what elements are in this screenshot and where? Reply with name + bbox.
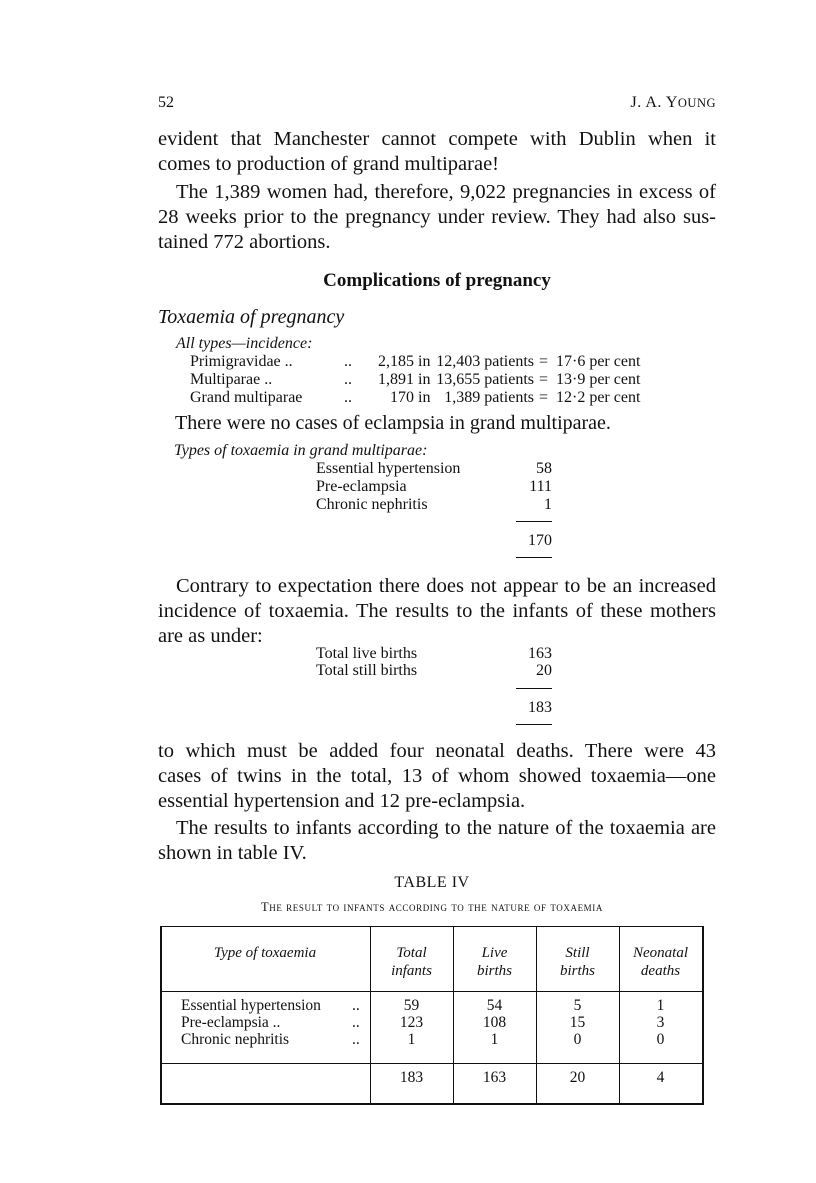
live-births-sum: 163 (482, 1069, 507, 1086)
text-line: Contrary to expectation there does not appear to be an increased (176, 575, 716, 597)
header-line: infants (391, 963, 432, 979)
row-type: Chronic nephritis (181, 1031, 290, 1048)
incidence-count: 1,891 (378, 371, 414, 388)
incidence-in: in (418, 389, 431, 406)
text-line: 28 weeks prior to the pregnancy under review. They had also sus- (158, 206, 716, 228)
header-line: births (476, 963, 512, 979)
incidence-patients: 1,389 patients (444, 389, 534, 406)
cell-still: 0 (573, 1031, 582, 1048)
types-name: Pre-eclampsia (316, 478, 407, 495)
types-name: Chronic nephritis (316, 496, 428, 513)
section-heading: Complications of pregnancy (323, 270, 551, 291)
incidence-in: in (418, 353, 431, 370)
header-line: deaths (640, 963, 681, 979)
header-divider (160, 991, 702, 992)
text-line: evident that Manchester cannot compete with Dublin when it (158, 128, 716, 150)
row-dots: .. (352, 1031, 360, 1048)
header-line: Total (396, 945, 427, 961)
incidence-pct: 12·2 per cent (556, 389, 641, 406)
incidence-label: All types—incidence: (176, 335, 313, 352)
text-line: comes to production of grand multiparae! (158, 153, 499, 175)
header-neonatal-deaths (619, 944, 702, 980)
no-eclampsia-text: There were no cases of eclampsia in grand multiparae. (175, 412, 611, 434)
row-type: Essential hypertension (181, 997, 321, 1014)
text-line: shown in table IV. (158, 842, 307, 864)
header-type: Type of toxaemia (213, 945, 317, 961)
results-table (160, 926, 702, 1106)
incidence-count: 2,185 (378, 353, 414, 370)
cell-live: 54 (486, 997, 503, 1014)
births-name: Total live births (316, 645, 418, 662)
types-value: 58 (536, 460, 552, 477)
text-line: tained 772 abortions. (158, 231, 331, 253)
incidence-group: Multiparae .. (190, 371, 273, 388)
header-still-births (536, 944, 619, 980)
incidence-pct: 17·6 per cent (556, 353, 641, 370)
text-line: cases of twins in the total, 13 of whom showed toxaemia—one (158, 765, 716, 787)
sum-rule (516, 724, 552, 725)
cell-neonatal: 0 (656, 1031, 665, 1048)
running-head-author (631, 94, 716, 112)
incidence-group: Grand multiparae (190, 389, 303, 406)
births-name: Total still births (316, 662, 418, 679)
subheading: Toxaemia of pregnancy (158, 306, 345, 328)
paragraph-3 (158, 574, 716, 649)
paragraph-1 (158, 127, 716, 177)
text-line: The 1,389 women had, therefore, 9,022 pregnancies in excess of (176, 181, 716, 203)
cell-total: 1 (407, 1031, 416, 1048)
types-total: 170 (528, 532, 552, 549)
types-value: 111 (529, 478, 552, 495)
author-smallcaps: OUNG (677, 96, 716, 110)
types-name: Essential hypertension (316, 460, 461, 477)
incidence-eq: = (539, 353, 549, 370)
text-line: are as under: (158, 625, 263, 647)
still-births-sum: 20 (569, 1069, 586, 1086)
total-infants-sum: 183 (399, 1069, 424, 1086)
cell-still: 5 (573, 997, 582, 1014)
cell-live: 108 (482, 1014, 507, 1031)
cell-still: 15 (569, 1014, 586, 1031)
neonatal-deaths-sum: 4 (656, 1069, 665, 1086)
row-dots: .. (352, 997, 360, 1014)
incidence-dots: .. (344, 353, 352, 370)
header-line: Live (481, 945, 508, 961)
row-dots: .. (352, 1014, 360, 1031)
sum-rule (516, 521, 552, 522)
header-live-births (453, 944, 536, 980)
paragraph-5 (158, 816, 716, 866)
births-value: 163 (528, 645, 552, 662)
incidence-count: 170 (390, 389, 414, 406)
table-subtitle: The result to infants according to the nature of toxaemia (261, 900, 603, 914)
sum-rule (516, 688, 552, 689)
header-total-infants (370, 944, 453, 980)
text-line: essential hypertension and 12 pre-eclampsia. (158, 790, 526, 812)
cell-total: 59 (403, 997, 420, 1014)
incidence-in: in (418, 371, 431, 388)
cell-neonatal: 3 (656, 1014, 665, 1031)
author-initials: J. A. Y (630, 94, 678, 111)
cell-total: 123 (399, 1014, 424, 1031)
header-line: Neonatal (633, 945, 688, 961)
births-total: 183 (528, 699, 552, 716)
header-line: Still (565, 945, 590, 961)
text-line: to which must be added four neonatal deaths. There were 43 (158, 740, 716, 762)
text-line: incidence of toxaemia. The results to the infants of these mothers (158, 600, 716, 622)
paragraph-4 (158, 739, 716, 814)
cell-neonatal: 1 (656, 997, 665, 1014)
paragraph-2 (158, 180, 716, 255)
incidence-eq: = (539, 371, 549, 388)
births-value: 20 (536, 662, 552, 679)
incidence-pct: 13·9 per cent (556, 371, 641, 388)
sum-rule (516, 557, 552, 558)
cell-live: 1 (490, 1031, 499, 1048)
incidence-dots: .. (344, 389, 352, 406)
incidence-dots: .. (344, 371, 352, 388)
table-title: TABLE IV (394, 874, 470, 891)
incidence-eq: = (539, 389, 549, 406)
incidence-group: Primigravidae .. (190, 353, 293, 370)
totals-divider (160, 1063, 702, 1064)
page-number: 52 (158, 94, 174, 111)
types-value: 1 (544, 496, 552, 513)
incidence-patients: 12,403 patients (436, 353, 534, 370)
header-line: births (559, 963, 595, 979)
row-type: Pre-eclampsia .. (181, 1014, 281, 1031)
incidence-patients: 13,655 patients (436, 371, 534, 388)
types-label: Types of toxaemia in grand multiparae: (174, 442, 428, 459)
text-line: The results to infants according to the nature of the toxaemia are (176, 817, 716, 839)
